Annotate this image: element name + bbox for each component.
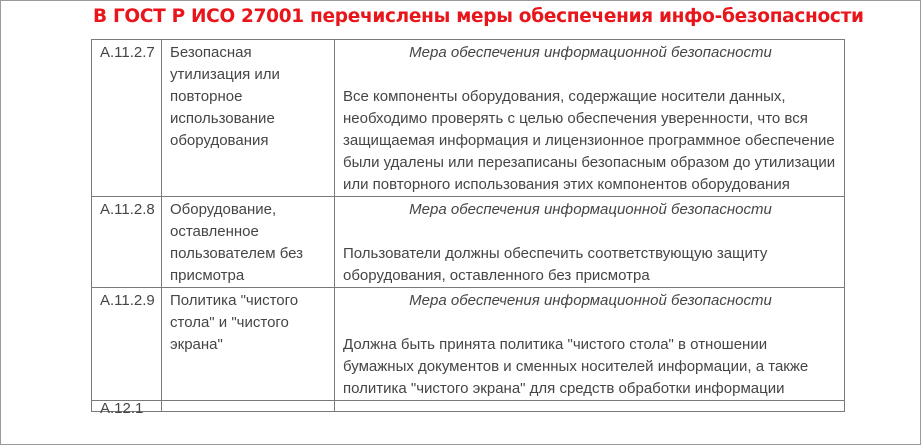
control-name: Безопасная утилизация или повторное использование оборудования bbox=[162, 40, 335, 197]
table-row-partial bbox=[92, 401, 845, 412]
control-name: Оборудование, оставленное пользователем без присмотра bbox=[162, 197, 335, 288]
control-description bbox=[335, 288, 845, 401]
control-id: A.11.2.7 bbox=[92, 40, 162, 197]
control-name bbox=[162, 401, 335, 412]
partial-id: A.12.1 bbox=[100, 400, 144, 417]
table-row bbox=[92, 197, 845, 288]
measure-text: Пользователи должны обеспечить соответствующую защиту оборудования, оставленного без присмотра bbox=[343, 245, 768, 284]
control-description bbox=[335, 401, 845, 412]
measure-heading: Мера обеспечения информационной безопасности bbox=[409, 201, 772, 218]
page-title: В ГОСТ Р ИСО 27001 перечислены меры обеспечения инфо-безопасности bbox=[93, 6, 864, 27]
table-row bbox=[92, 40, 845, 197]
control-id: A.11.2.8 bbox=[92, 197, 162, 288]
measure-heading: Мера обеспечения информационной безопасности bbox=[409, 44, 772, 61]
table-row bbox=[92, 288, 845, 401]
control-id: A.11.2.9 bbox=[92, 288, 162, 401]
control-id bbox=[92, 400, 162, 417]
measure-heading: Мера обеспечения информационной безопасности bbox=[409, 292, 772, 309]
controls-table bbox=[91, 39, 845, 417]
control-description bbox=[335, 197, 845, 288]
control-name: Политика "чистого стола" и "чистого экрана" bbox=[162, 288, 335, 401]
control-description bbox=[335, 40, 845, 197]
measure-text: Должна быть принята политика "чистого стола" в отношении бумажных документов и сменных носителей информации, а также политика "чистого экрана" для средств обработки информации bbox=[343, 336, 809, 397]
measure-text: Все компоненты оборудования, содержащие носители данных, необходимо проверять с целью обеспечения уверенности, что вся защищаемая информация и лицензионное программное обеспечение были удалены или перезаписаны безопасным образом до утилизации или повторного использования этих компонентов оборудования bbox=[343, 88, 836, 193]
